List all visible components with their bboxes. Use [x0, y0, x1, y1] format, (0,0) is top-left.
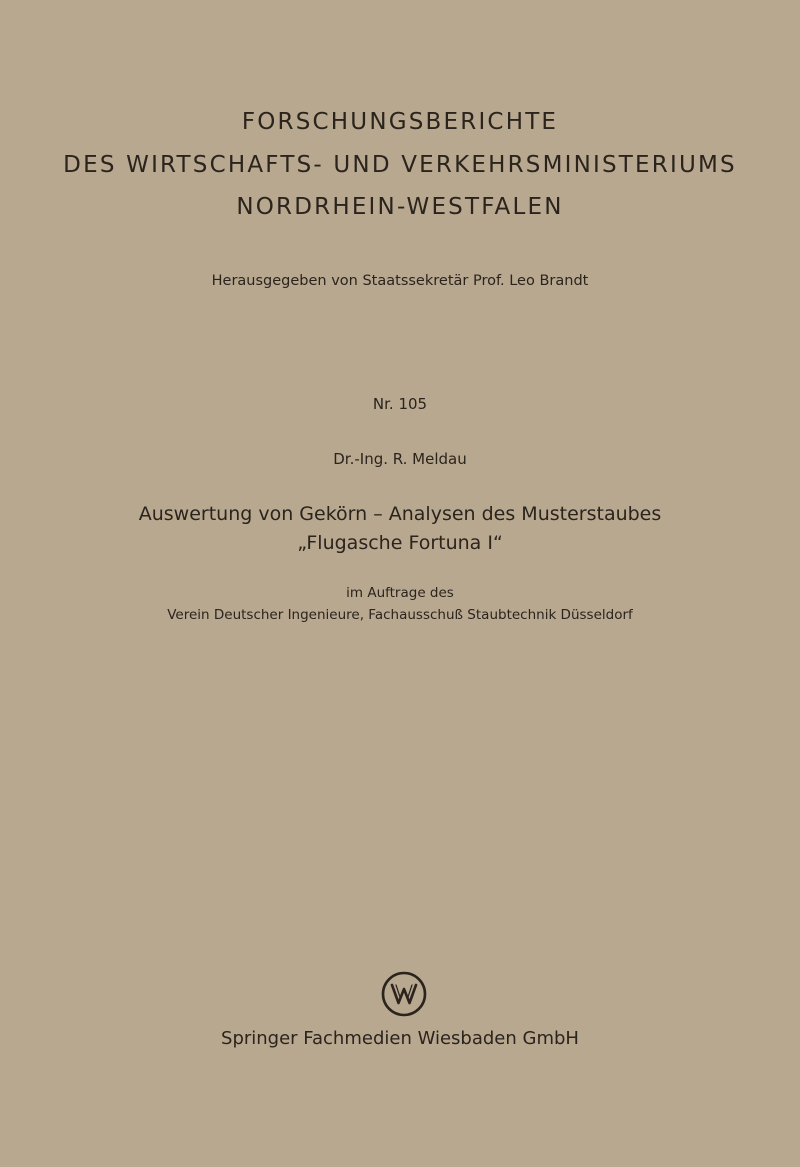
book-title-line-1: Auswertung von Gekörn – Analysen des Musterstaubes [138, 503, 662, 525]
series-title-line-1: FORSCHUNGSBERICHTE [241, 109, 559, 135]
editor-credit: Herausgegeben von Staatssekretär Prof. Leo Brandt [211, 273, 589, 289]
volume-number: Nr. 105 [372, 395, 428, 413]
springer-w-circle-logo-icon [380, 970, 428, 1018]
commission-line-1: im Auftrage des [346, 585, 454, 601]
author-name: Dr.-Ing. R. Meldau [333, 450, 467, 468]
commission-line-2: Verein Deutscher Ingenieure, Fachausschuß Staubtechnik Düsseldorf [167, 607, 633, 623]
series-title-line-3: NORDRHEIN-WESTFALEN [236, 194, 564, 220]
publisher-name: Springer Fachmedien Wiesbaden GmbH [221, 1028, 579, 1049]
series-title-line-2: DES WIRTSCHAFTS- UND VERKEHRSMINISTERIUMS [63, 152, 737, 178]
book-title-line-2: „Flugasche Fortuna I“ [297, 532, 503, 554]
